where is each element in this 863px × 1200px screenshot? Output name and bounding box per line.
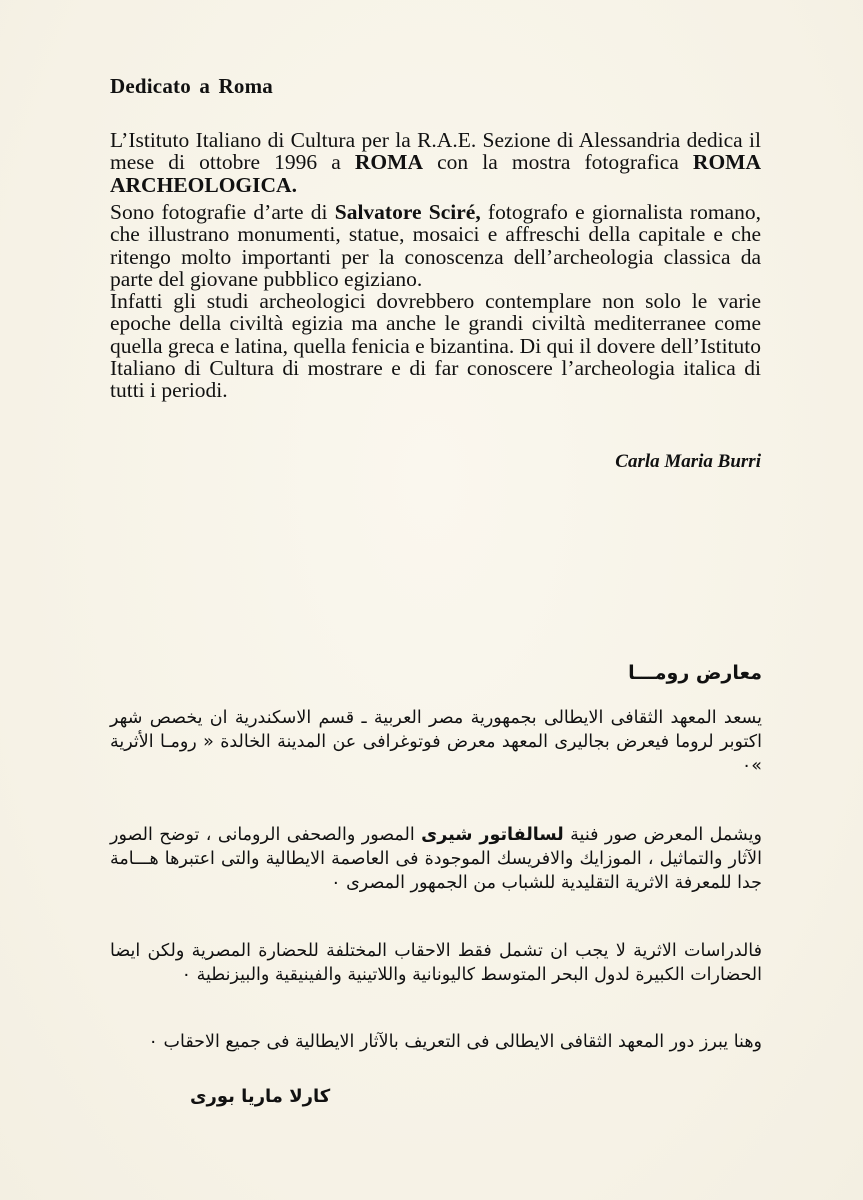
arabic-paragraph-3: فالدراسات الاثرية لا يجب ان تشمل فقط الاحقاب المختلفة للحضارة المصرية ولكن ايضا الحضارات الكبيرة لدول البحر المتوسط كاليونانية واللاتينية والفينيقية والبيزنطية ٠ (110, 941, 762, 985)
italian-signature: Carla Maria Burri (615, 451, 761, 472)
italian-paragraph-1-bold-roma: ROMA (354, 150, 423, 175)
italian-paragraph-1 (110, 129, 761, 196)
italian-paragraph-2 (110, 201, 761, 402)
arabic-paragraph-2-text-b: المصور والصحفى الرومانى ، توضح الصور الآثار والتماثيل ، الموزايك والافريسك الموجودة فى العاصمة الايطالية والتى اعتبرها هـــامة جدا للمعرفة الاثرية التقليدية للشباب من الجمهور المصرى ٠ (110, 825, 762, 893)
italian-title: Dedicato a Roma (110, 74, 273, 98)
arabic-paragraph-2-text-a: ويشمل المعرض صور فنية (563, 825, 762, 845)
italian-paragraph-1-bold-exhibition: ROMA ARCHEOLOGICA. (110, 150, 761, 197)
italian-paragraph-2-text-b: fotografo e giornalista romano, che illustrano monumenti, statue, mosaici e affreschi della capitale e che ritengo molto importanti per la conoscenza dell’archeologia classica da parte del giovane pubblico egiziano. (110, 200, 761, 291)
italian-paragraph-2-text-c: Infatti gli studi archeologici dovrebbero contemplare non solo le varie epoche della civiltà egizia ma anche le grandi civiltà mediterranee come quella greca e latina, quella fenicia e bizantina. Di qui il dovere dell’Istituto Italiano di Cultura di mostrare e di far conoscere l’archeologia italica di tutti i periodi. (110, 289, 761, 403)
italian-paragraph-2-text-a: Sono fotografie d’arte di (110, 200, 335, 224)
arabic-paragraph-4: وهنا يبرز دور المعهد الثقافى الايطالى فى التعريف بالآثار الايطالية فى جميع الاحقاب ٠ (148, 1032, 762, 1052)
arabic-signature: كارلا ماريا بورى (190, 1086, 331, 1107)
arabic-paragraph-1: يسعد المعهد الثقافى الايطالى بجمهورية مصر العربية ـ قسم الاسكندرية ان يخصص شهر اكتوبر لروما فيعرض بجاليرى المعهد معرض فوتوغرافى عن المدينة الخالدة « رومـا الأثرية »٠ (110, 708, 762, 776)
arabic-paragraph-2 (110, 823, 762, 895)
arabic-title: معارض رومـــا (628, 662, 762, 684)
italian-paragraph-1-text-b: con la mostra fotografica (422, 150, 693, 175)
italian-paragraph-1-text-a: L’Istituto Italiano di Cultura per la R.A.E. Sezione di Alessandria dedica il mese di ottobre 1996 a (110, 128, 761, 175)
italian-paragraph-2-bold-photographer: Salvatore Sciré, (334, 200, 481, 224)
arabic-paragraph-2-bold-photographer: لسالفاتور شيرى (421, 825, 564, 845)
